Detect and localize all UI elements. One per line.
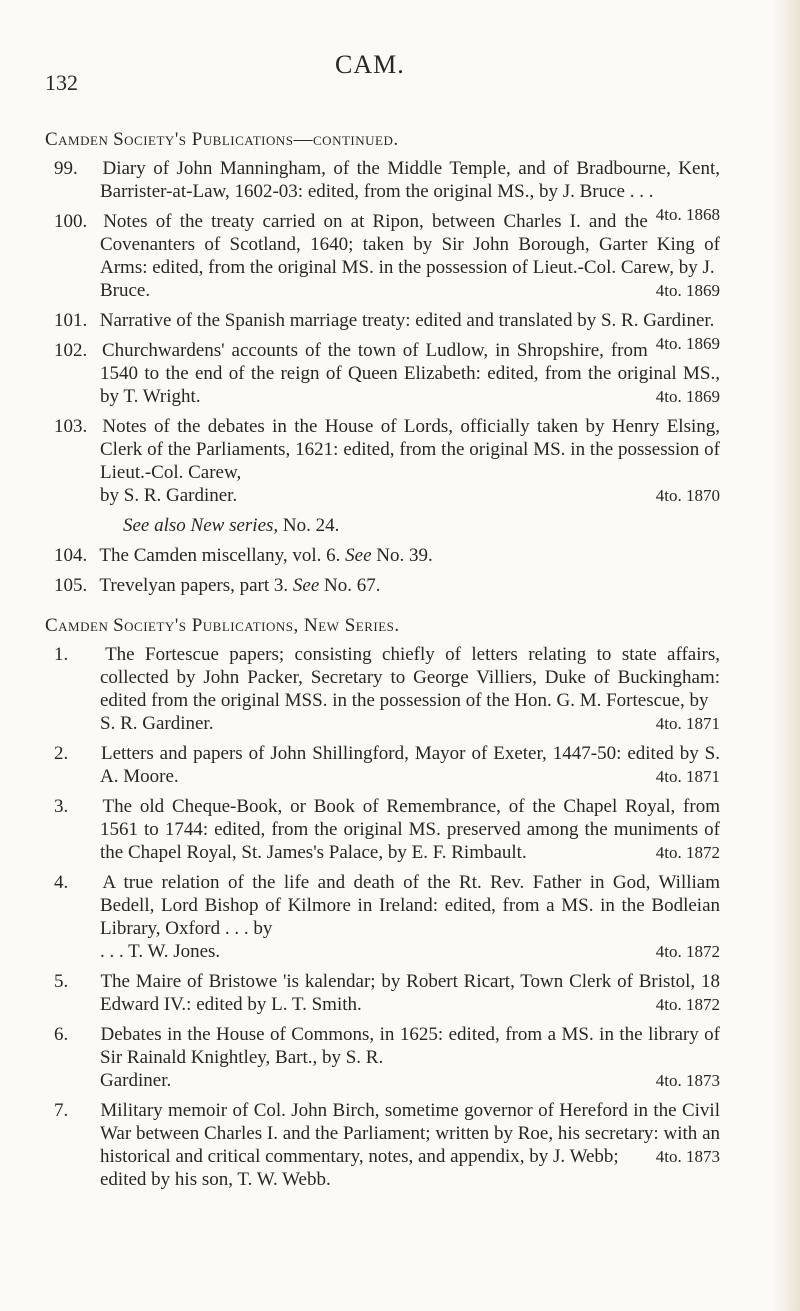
entry-format: 4to. [655, 205, 682, 224]
entry-format: 4to. [655, 995, 682, 1014]
entry-format-year [656, 712, 720, 735]
entry-number: 105. [54, 575, 88, 596]
catalogue-entry [45, 339, 720, 408]
entry-editor [100, 279, 720, 302]
catalogue-entry [45, 574, 720, 597]
entry-format-year [656, 1069, 720, 1092]
entry-year: 1871 [686, 767, 720, 786]
entry-format: 4to. [655, 843, 682, 862]
entry-number: 102. [54, 340, 88, 361]
entry-format: 4to. [655, 281, 682, 300]
entry-number: 103. [54, 416, 88, 437]
catalogue-entry [45, 970, 720, 1016]
entry-text: Churchwardens' accounts of the town of Ludlow, in Shropshire, from 1540 to the end of the reign of Queen Elizabeth: edited, from the original MS., by T. Wright. [100, 340, 720, 407]
entry-format: 4to. [655, 387, 682, 406]
entry-format-year [656, 484, 720, 507]
entry-year: 1872 [686, 995, 720, 1014]
entry-format: 4to. [655, 334, 682, 353]
page-header [45, 50, 760, 110]
catalogue-entry [45, 415, 720, 507]
entry-text: Trevelyan papers, part 3. [99, 575, 289, 596]
catalogue-entry [45, 1099, 720, 1191]
entry-see-ref: No. 39. [376, 545, 433, 566]
entry-text: The old Cheque-Book, or Book of Remembrance, of the Chapel Royal, from 1561 to 1744: edited, from the original MS. preserved among the muniments of the Chapel Royal, St. James's Palace, by E. F. Rimbault. [100, 796, 720, 863]
entry-year: 1873 [686, 1071, 720, 1090]
section-gap [45, 604, 720, 614]
entry-format-year [656, 765, 720, 788]
entry-see: See [292, 575, 320, 596]
entry-format-year [656, 993, 720, 1016]
catalogue-entry [45, 871, 720, 963]
book-spine-shadow [772, 0, 800, 1311]
entry-number: 100. [54, 211, 88, 232]
entry-format: 4to. [655, 942, 682, 961]
entry-number: 6. [54, 1024, 69, 1045]
entry-year: 1869 [686, 334, 720, 353]
entry-editor [100, 484, 720, 507]
entry-year: 1868 [686, 205, 720, 224]
section-heading [45, 128, 720, 151]
entry-see-ref: No. 67. [324, 575, 381, 596]
see-also-label: See also New series, [123, 515, 279, 536]
entry-number: 5. [54, 971, 69, 992]
entry-number: 1. [54, 644, 69, 665]
entry-editor-text: Bruce. [100, 280, 151, 301]
entry-year: 1872 [686, 843, 720, 862]
entry-format-year [656, 1145, 720, 1168]
entry-editor [100, 1069, 720, 1092]
catalogue-entry [45, 643, 720, 735]
entry-text: Notes of the debates in the House of Lords, officially taken by Henry Elsing, Clerk of the Parliaments, 1621: edited, from the original MS. in the possession of Lieut.-Col. Carew, [100, 416, 720, 483]
entry-year: 1869 [686, 387, 720, 406]
catalogue-entry [45, 742, 720, 788]
entry-text: Letters and papers of John Shillingford, Mayor of Exeter, 1447-50: edited by S. A. Moore. [100, 743, 720, 787]
entry-editor-text: S. R. Gardiner. [100, 713, 214, 734]
entry-year: 1872 [686, 942, 720, 961]
entry-year: 1871 [686, 714, 720, 733]
see-also-ref: No. 24. [282, 515, 340, 536]
catalogue-entry [45, 210, 720, 302]
entry-number: 104. [54, 545, 88, 566]
entry-number: 2. [54, 743, 69, 764]
entry-number: 3. [54, 796, 69, 817]
entry-text: A true relation of the life and death of the Rt. Rev. Father in God, William Bedell, Lord Bishop of Kilmore in Ireland: edited, from a MS. in the Bodleian Library, Oxford . . . by [100, 872, 720, 939]
entry-year: 1869 [686, 281, 720, 300]
catalogue-content [45, 128, 720, 1198]
entry-editor: edited by his son, T. W. Webb. [100, 1169, 331, 1190]
entry-format-year [656, 279, 720, 302]
entry-text: Diary of John Manningham, of the Middle Temple, and of Bradbourne, Kent, Barrister-at-Law, 1602-03: edited, from the original MS., by J. Bruce . . . [100, 158, 720, 202]
entry-number: 4. [54, 872, 69, 893]
see-also-note [45, 514, 720, 537]
section-heading-rest: Society's Publications, New Series. [113, 615, 400, 636]
entry-text: The Maire of Bristowe 'is kalendar; by Robert Ricart, Town Clerk of Bristol, 18 Edward IV.: edited by L. T. Smith. [100, 971, 720, 1015]
entry-editor [100, 712, 720, 735]
entry-format-year [656, 841, 720, 864]
entry-format: 4to. [655, 486, 682, 505]
entry-text: Notes of the treaty carried on at Ripon, between Charles I. and the Covenanters of Scotland, 1640; taken by Sir John Borough, Garter King of Arms: edited, from the original MS. in the possession of Lieut.-Col. Carew, by J. [100, 211, 720, 278]
entry-format-year [656, 940, 720, 963]
entry-text: Debates in the House of Commons, in 1625: edited, from a MS. in the library of Sir Rainald Knightley, Bart., by S. R. [100, 1024, 721, 1068]
section-heading-prefix: Camden [45, 129, 109, 150]
catalogue-entry [45, 1023, 720, 1092]
entry-text: The Fortescue papers; consisting chiefly of letters relating to state affairs, collected by John Packer, Secretary to George Villiers, Duke of Buckingham: edited from the original MSS. in the possession of the Hon. G. M. Fortescue, by [100, 644, 720, 711]
entry-text: The Camden miscellany, vol. 6. [99, 545, 341, 566]
page-number: 132 [45, 70, 78, 95]
entry-format: 4to. [655, 1147, 682, 1166]
entry-format-year [656, 385, 720, 408]
catalogue-entry [45, 795, 720, 864]
entry-editor-text: Gardiner. [100, 1070, 172, 1091]
entry-format: 4to. [655, 714, 682, 733]
entry-number: 7. [54, 1100, 69, 1121]
section-heading [45, 614, 720, 637]
section-camden-new-series [45, 614, 720, 1191]
entry-number: 99. [54, 158, 78, 179]
entry-text: Military memoir of Col. John Birch, sometime governor of Hereford in the Civil War between Charles I. and the Parliament; written by Roe, his secretary: with an historical and critical commentary, notes, and appendix, by J. Webb; [100, 1100, 720, 1167]
entry-see: See [345, 545, 372, 566]
entry-number: 101. [54, 310, 88, 331]
entry-editor-text: by S. R. Gardiner. [100, 485, 238, 506]
section-heading-prefix: Camden [45, 615, 109, 636]
section-camden-publications [45, 128, 720, 597]
entry-year: 1873 [686, 1147, 720, 1166]
entry-format: 4to. [655, 767, 682, 786]
entry-year: 1870 [686, 486, 720, 505]
section-heading-rest: Society's Publications—continued. [113, 129, 399, 150]
running-head: CAM. [335, 50, 405, 79]
entry-editor-text: . . . T. W. Jones. [100, 941, 221, 962]
entry-text: Narrative of the Spanish marriage treaty: edited and translated by S. R. Gardiner. [99, 310, 715, 331]
catalogue-entry [45, 544, 720, 567]
entry-format: 4to. [655, 1071, 682, 1090]
entry-editor [100, 940, 720, 963]
